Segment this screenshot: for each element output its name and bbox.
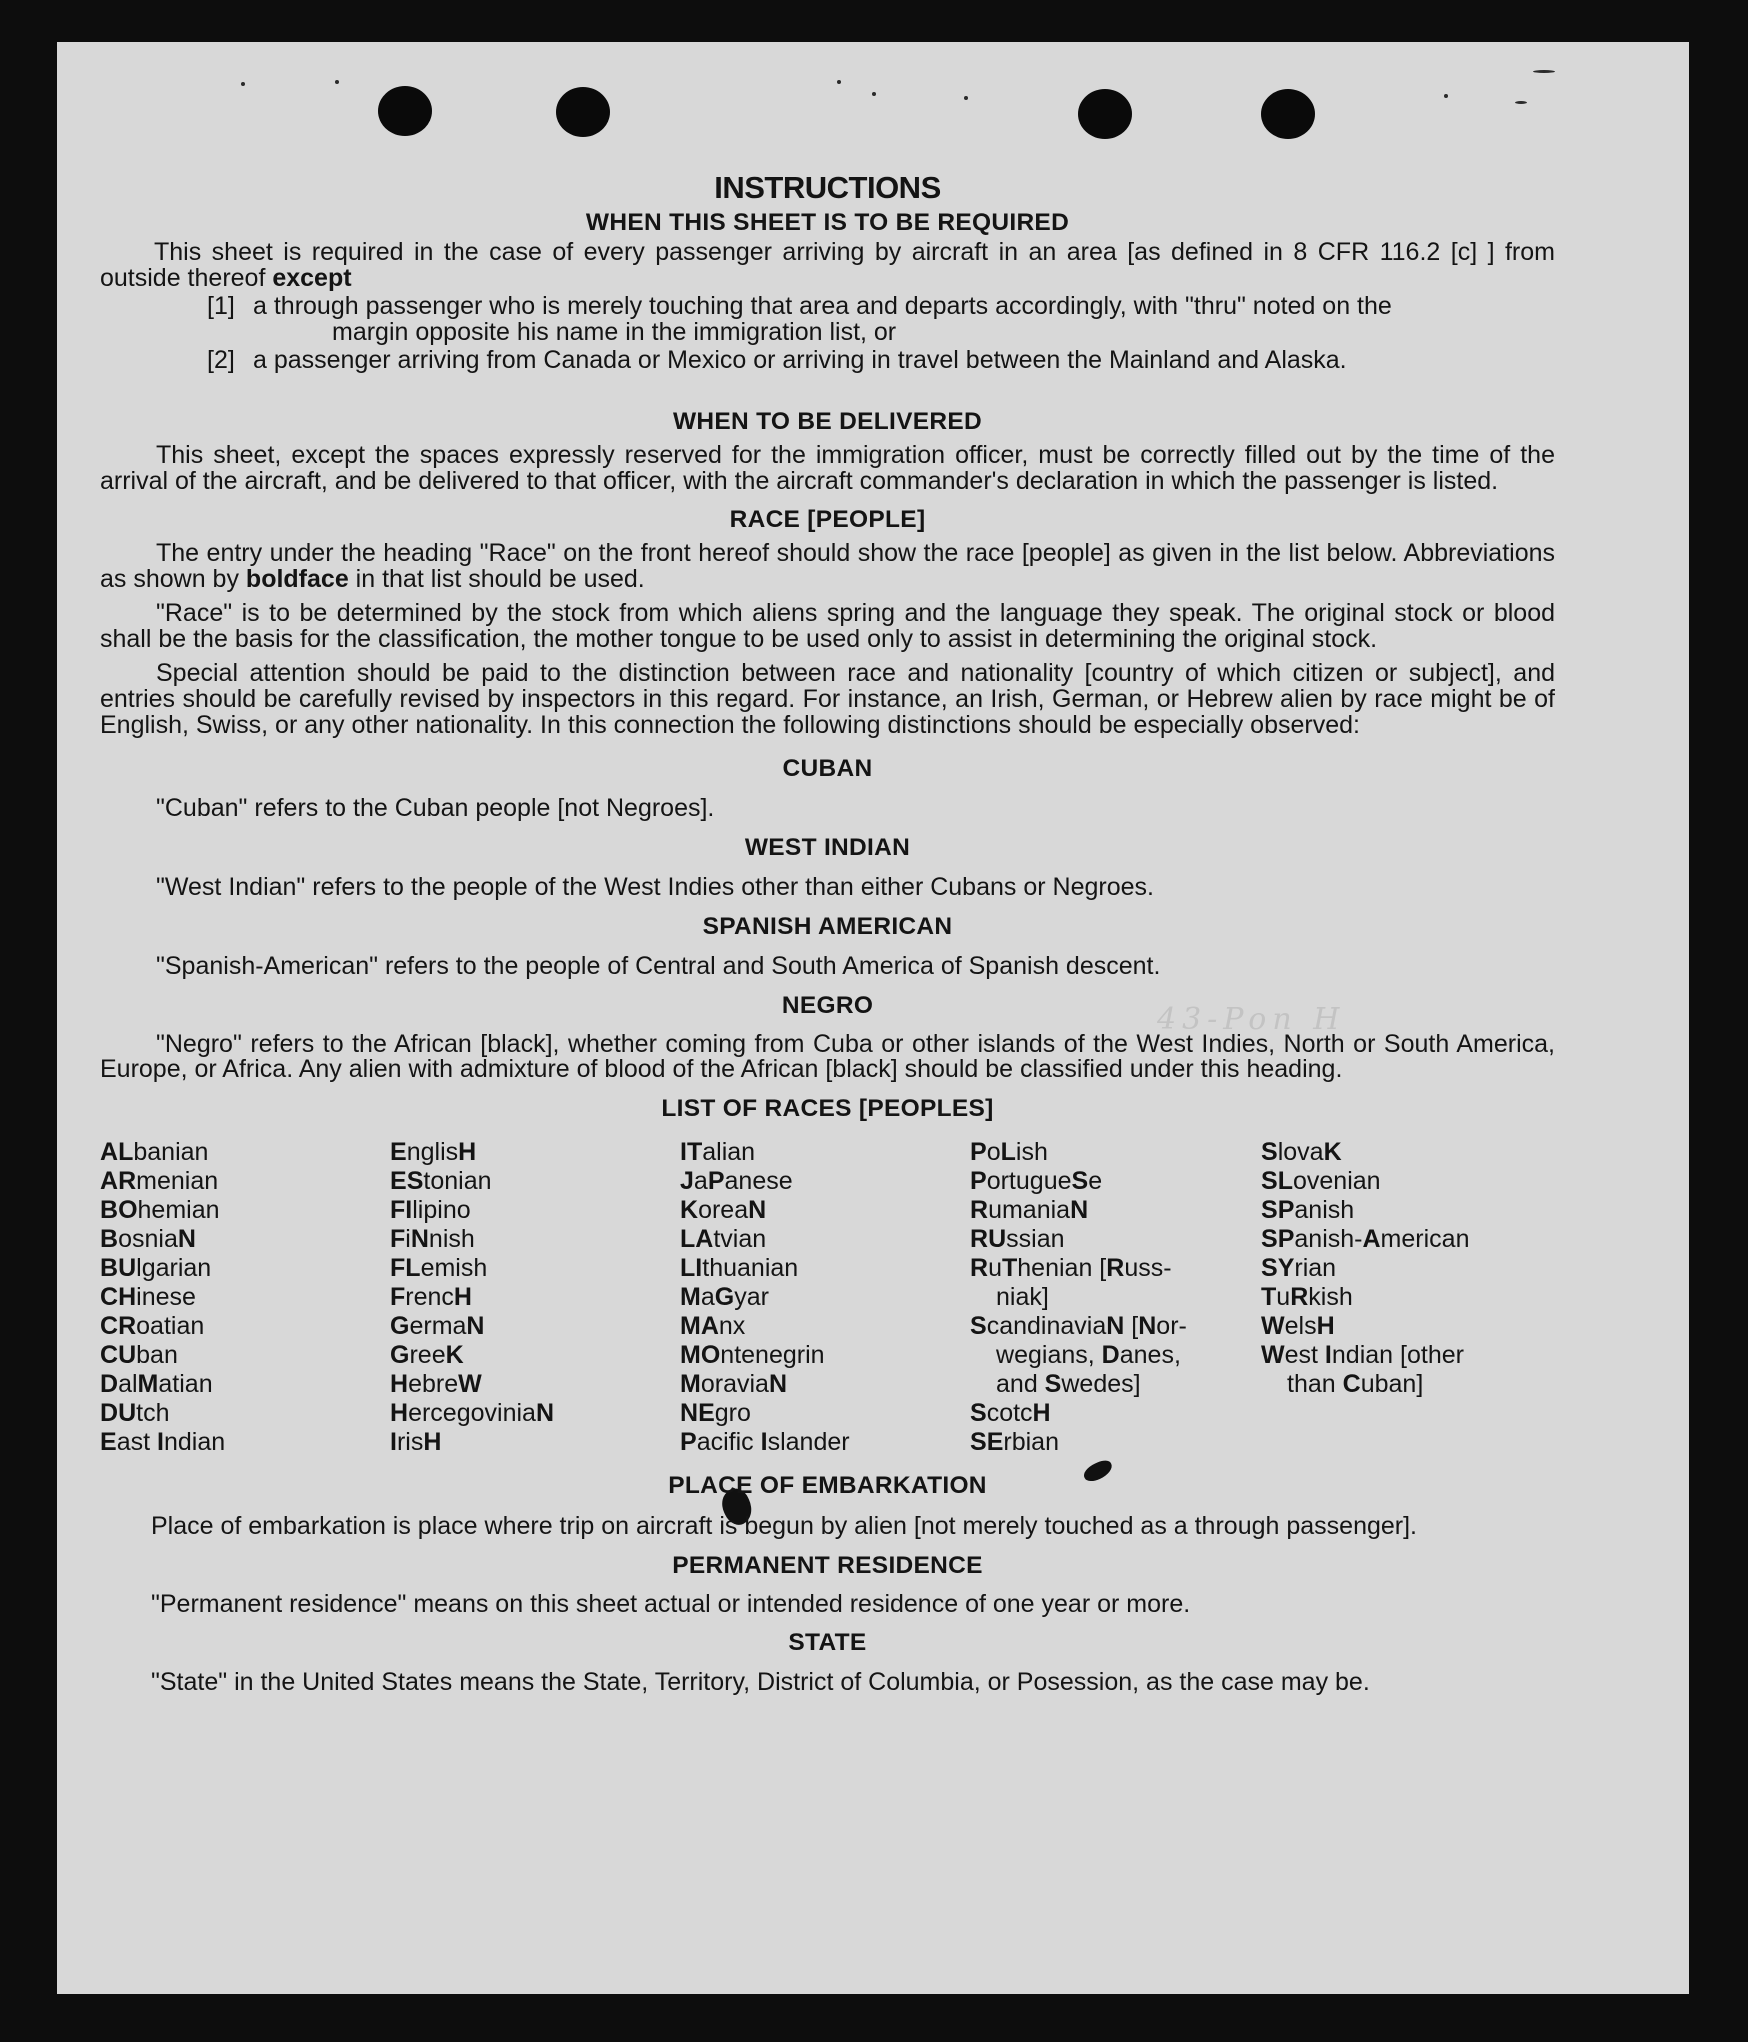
race-entry: HebreW [390,1370,482,1398]
speck [964,96,968,100]
speck [1533,70,1555,73]
paragraph-west-indian: "West Indian" refers to the people of the West Indies other than either Cubans or Negroes. [156,873,1154,901]
speck [335,80,339,84]
faint-handwriting: 43-Pon H [1157,1002,1346,1037]
race-entry: West Indian [other [1261,1341,1464,1369]
race-entry: LAtvian [680,1225,767,1253]
race-entry: SErbian [970,1428,1059,1456]
paragraph-when-required: This sheet is required in the case of every passenger arriving by aircraft in an area [as defined in 8 CFR 116.2 [c] ] from outside thereof except [100,238,1555,292]
race-entry: GermaN [390,1312,485,1340]
race-entry: wegians, Danes, [996,1341,1181,1369]
paragraph-race-1: The entry under the heading "Race" on the front hereof should show the race [people] as given in the list below. Abbreviations as shown by boldface in that list should be used. [100,539,1555,593]
speck [241,82,245,86]
race-entry: DUtch [100,1399,170,1427]
race-entry: SlovaK [1261,1138,1342,1166]
race-entry: ITalian [680,1138,756,1166]
race-column [680,1138,970,1457]
heading-race: RACE [PEOPLE] [729,506,926,533]
heading-permanent-residence: PERMANENT RESIDENCE [672,1552,983,1579]
race-entry: LIthuanian [680,1254,799,1282]
heading-cuban: CUBAN [782,755,873,782]
race-entry: CHinese [100,1283,196,1311]
heading-spanish-american: SPANISH AMERICAN [702,913,953,940]
race-entry: CRoatian [100,1312,205,1340]
paragraph-state: "State" in the United States means the State, Territory, District of Columbia, or Posession, as the case may be. [151,1668,1370,1696]
race-entry: MOntenegrin [680,1341,825,1369]
speck [837,80,841,84]
race-entry: RuThenian [Russ- [970,1254,1172,1282]
race-entry: niak] [996,1283,1049,1311]
race-entry: FLemish [390,1254,488,1282]
paragraph-race-2: "Race" is to be determined by the stock from which aliens spring and the language they speak. The original stock or blood shall be the basis for the classification, the mother tongue to be used only to assist in determining the original stock. [100,599,1555,653]
page-title: INSTRUCTIONS [714,170,941,205]
race-entry: RUssian [970,1225,1065,1253]
race-entry: FIlipino [390,1196,471,1224]
paragraph-cuban: "Cuban" refers to the Cuban people [not Negroes]. [156,794,715,822]
race-entry: MoraviaN [680,1370,787,1398]
race-entry: than Cuban] [1287,1370,1424,1398]
race-entry: Pacific Islander [680,1428,850,1456]
race-entry: East Indian [100,1428,226,1456]
paragraph-negro: "Negro" refers to the African [black], whether coming from Cuba or other islands of the West Indies, North or South America, Europe, or Africa. Any alien with admixture of blood of the African [black] should be classified under this heading. [100,1030,1555,1083]
race-list [100,1138,1555,1457]
race-entry: SPanish [1261,1196,1355,1224]
paragraph-when-delivered: This sheet, except the spaces expressly reserved for the immigration officer, must be correctly filled out by the time of the arrival of the aircraft, and be delivered to that officer, with the aircraft commander's declaration in which the passenger is listed. [100,441,1555,495]
exception-item: [2] a passenger arriving from Canada or Mexico or arriving in travel between the Mainland and Alaska. [207,346,1347,374]
exception-item: [1] a through passenger who is merely touching that area and departs accordingly, with "thru" noted on the margin opposite his name in the immigration list, or [207,292,1392,346]
heading-state: STATE [788,1629,867,1656]
race-column [100,1138,390,1457]
race-entry: NEgro [680,1399,751,1427]
heading-when-required: WHEN THIS SHEET IS TO BE REQUIRED [585,209,1070,236]
race-entry: and Swedes] [996,1370,1141,1398]
heading-when-delivered: WHEN TO BE DELIVERED [672,408,983,435]
speck [1515,101,1527,104]
race-entry: BOhemian [100,1196,220,1224]
race-entry: ARmenian [100,1167,219,1195]
race-entry: BosniaN [100,1225,196,1253]
race-entry: EStonian [390,1167,492,1195]
race-entry: SLovenian [1261,1167,1381,1195]
race-entry: WelsH [1261,1312,1335,1340]
race-entry: PortugueSe [970,1167,1103,1195]
speck [872,92,876,96]
race-entry: DalMatian [100,1370,213,1398]
race-entry: MAnx [680,1312,746,1340]
race-entry: HercegoviniaN [390,1399,555,1427]
heading-negro: NEGRO [781,992,874,1019]
race-entry: SYrian [1261,1254,1337,1282]
race-entry: GreeK [390,1341,464,1369]
race-entry: PoLish [970,1138,1048,1166]
race-entry: BUlgarian [100,1254,212,1282]
race-column [970,1138,1261,1457]
race-entry: RumaniaN [970,1196,1089,1224]
instructions [100,120,1555,1695]
race-entry: SPanish-American [1261,1225,1470,1253]
paragraph-spanish-american: "Spanish-American" refers to the people of Central and South America of Spanish descent. [156,952,1161,980]
race-entry: FiNnish [390,1225,475,1253]
heading-embarkation: PLACE OF EMBARKATION [668,1472,987,1499]
race-entry: EnglisH [390,1138,477,1166]
race-entry: ALbanian [100,1138,209,1166]
race-entry: JaPanese [680,1167,793,1195]
heading-west-indian: WEST INDIAN [744,834,911,861]
paragraph-permanent-residence: "Permanent residence" means on this sheet actual or intended residence of one year or more. [151,1590,1191,1618]
race-entry: FrencH [390,1283,472,1311]
race-entry: CUban [100,1341,178,1369]
race-entry: ScotcH [970,1399,1051,1427]
race-column [390,1138,680,1457]
paragraph-embarkation: Place of embarkation is place where trip on aircraft is begun by alien [not merely touched as a through passenger]. [151,1512,1417,1540]
race-entry: MaGyar [680,1283,769,1311]
paragraph-race-3: Special attention should be paid to the distinction between race and nationality [country of which citizen or subject], and entries should be carefully revised by inspectors in this regard. For instance, an Irish, German, or Hebrew alien by race might be of English, Swiss, or any other nationality. In this connection the following distinctions should be especially observed: [100,659,1555,739]
race-entry: ScandinaviaN [Nor- [970,1312,1187,1340]
heading-list-of-races: LIST OF RACES [PEOPLES] [661,1095,994,1122]
race-entry: KoreaN [680,1196,767,1224]
race-entry: IrisH [390,1428,442,1456]
speck [1444,94,1448,98]
race-entry: TuRkish [1261,1283,1353,1311]
race-column [1261,1138,1551,1457]
